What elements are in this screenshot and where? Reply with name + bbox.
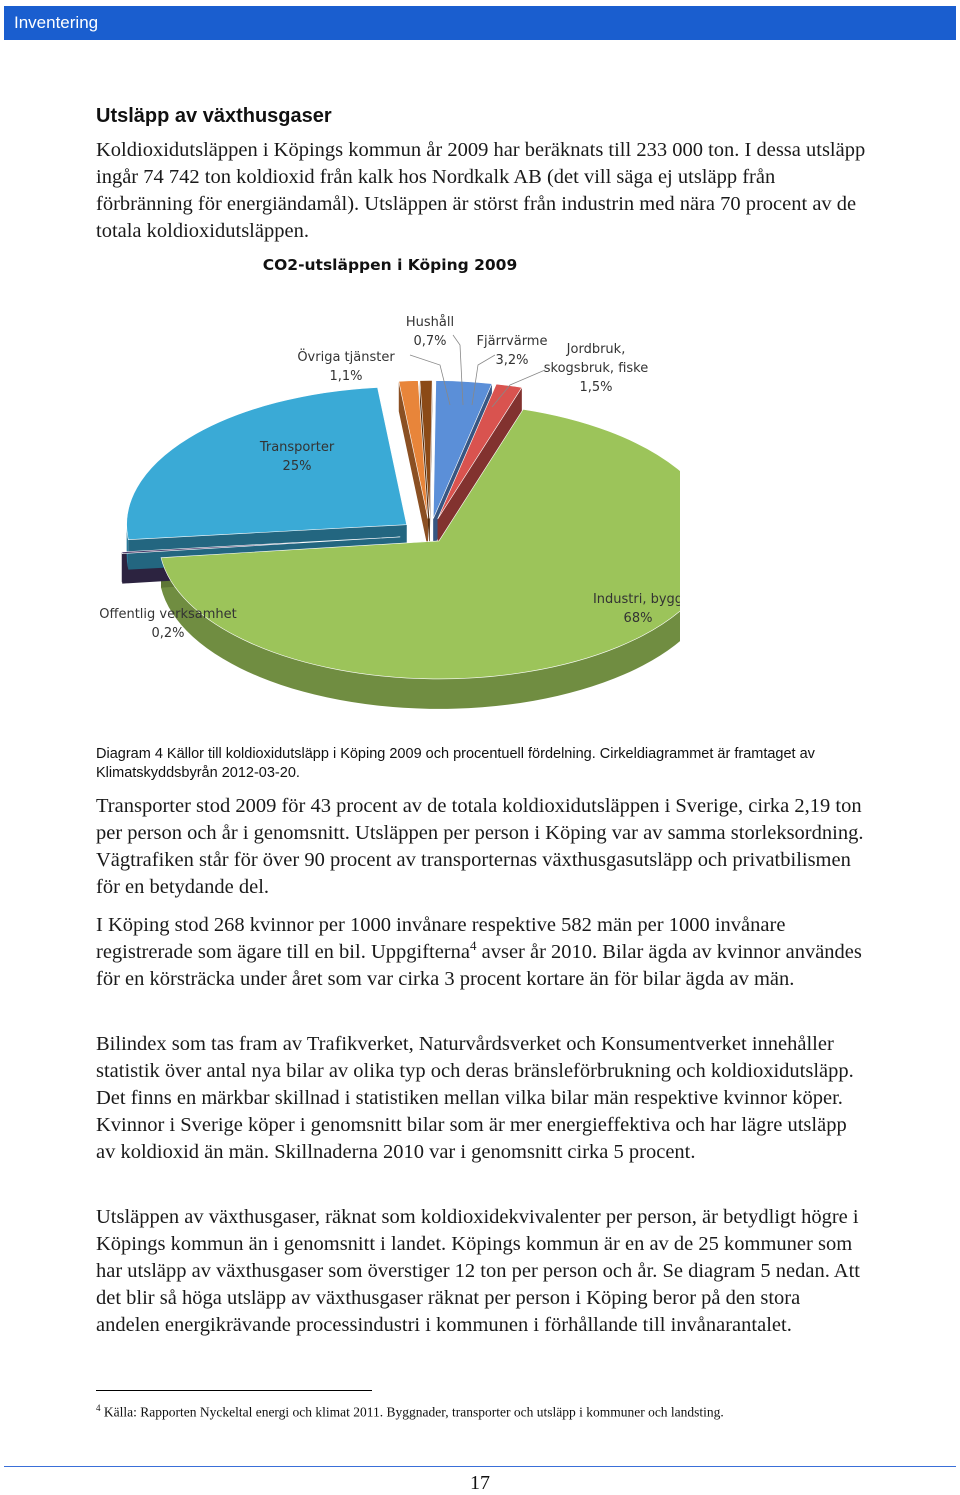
pie-label-transporter: Transporter 25% (259, 440, 335, 474)
paragraph-car-owners-rest: avser år 2010. Bilar ägda av kvinnor användes för en körsträcka under året som var cirka 3 procent kortare än för bilar ägda av män. (96, 941, 862, 990)
section-heading: Utsläpp av växthusgaser (96, 105, 332, 128)
footnote (96, 1403, 724, 1421)
paragraph-car-owners (96, 912, 866, 993)
pie-label-övriga-tjänster: Övriga tjänster 1,1% (297, 348, 395, 384)
pie-label-industri-bygg: Industri, bygg 68% (593, 592, 680, 626)
header-bar (4, 6, 956, 40)
page-number: 17 (0, 1472, 960, 1495)
pie-chart (80, 245, 680, 730)
footnote-number: 4 (96, 1403, 101, 1413)
pie-label-fjärrvärme: Fjärrvärme 3,2% (477, 334, 548, 368)
pie-chart-svg (80, 245, 680, 730)
chart-title: CO2-utsläppen i Köping 2009 (263, 256, 518, 274)
header-title: Inventering (14, 13, 98, 33)
footer-divider (4, 1466, 956, 1467)
footnote-text: Källa: Rapporten Nyckeltal energi och klimat 2011. Byggnader, transporter och utsläpp i kommuner och landsting. (101, 1405, 724, 1420)
paragraph-car-owners-text: I Köping stod 268 kvinnor per 1000 invånare respektive 582 män per 1000 invånare registrerade som ägare till en bil. Uppgifterna (96, 914, 785, 963)
pie-label-offentlig-verksamhet: Offentlig verksamhet 0,2% (99, 607, 236, 641)
paragraph-bilindex: Bilindex som tas fram av Trafikverket, Naturvårdsverket och Konsumentverket innehåller statistik över antal nya bilar av olika typ och deras bränsleförbrukning och koldioxidutsläpp. Det finns en märkbar skillnad i statistiken mellan vilka bilar män respektive kvinnor köper. Kvinnor i Sverige köper i genomsnitt bilar som är mer energieffektiva och har lägre utsläpp av koldioxid än män. Skillnaderna 2010 var i genomsnitt cirka 5 procent. (96, 1031, 866, 1166)
pie-slice-transporter (127, 387, 407, 539)
paragraph-transport: Transporter stod 2009 för 43 procent av de totala koldioxidutsläppen i Sverige, cirka 2,19 ton per person och år i genomsnitt. Utsläppen per person i Köping var av samma storleksordning. Vägtrafiken står för över 90 procent av transporternas växthusgasutsläpp och privatbilismen för en betydande del. (96, 793, 866, 901)
chart-caption: Diagram 4 Källor till koldioxidutsläpp i Köping 2009 och procentuell fördelning. Cirkeldiagrammet är framtaget av Klimatskyddsbyrån 2012-03-20. (96, 745, 876, 783)
pie-label-hushåll: Hushåll 0,7% (406, 315, 454, 349)
paragraph-greenhouse: Utsläppen av växthusgaser, räknat som koldioxidekvivalenter per person, är betydligt högre i Köpings kommun än i genomsnitt i landet. Köpings kommun är en av de 25 kommuner som har utsläpp av växthusgaser som överstiger 12 ton per person och år. Se diagram 5 nedan. Att det blir så höga utsläpp av växthusgaser räknat per person i Köping beror på den stora andelen energikrävande processindustri i kommunen i förhållande till invånarantalet. (96, 1204, 866, 1339)
intro-paragraph: Koldioxidutsläppen i Köpings kommun år 2009 har beräknats till 233 000 ton. I dessa utsläpp ingår 74 742 ton koldioxid från kalk hos Nordkalk AB (det vill säga ej utsläpp från förbränning för energiändamål). Utsläppen är störst från industrin med nära 70 procent av de totala koldioxidutsläppen. (96, 137, 866, 245)
pie-label-jordbruk-skogsbruk-fiske: Jordbruk, skogsbruk, fiske 1,5% (544, 342, 648, 395)
footnote-reference[interactable]: 4 (470, 938, 477, 953)
footnote-divider (96, 1390, 372, 1391)
